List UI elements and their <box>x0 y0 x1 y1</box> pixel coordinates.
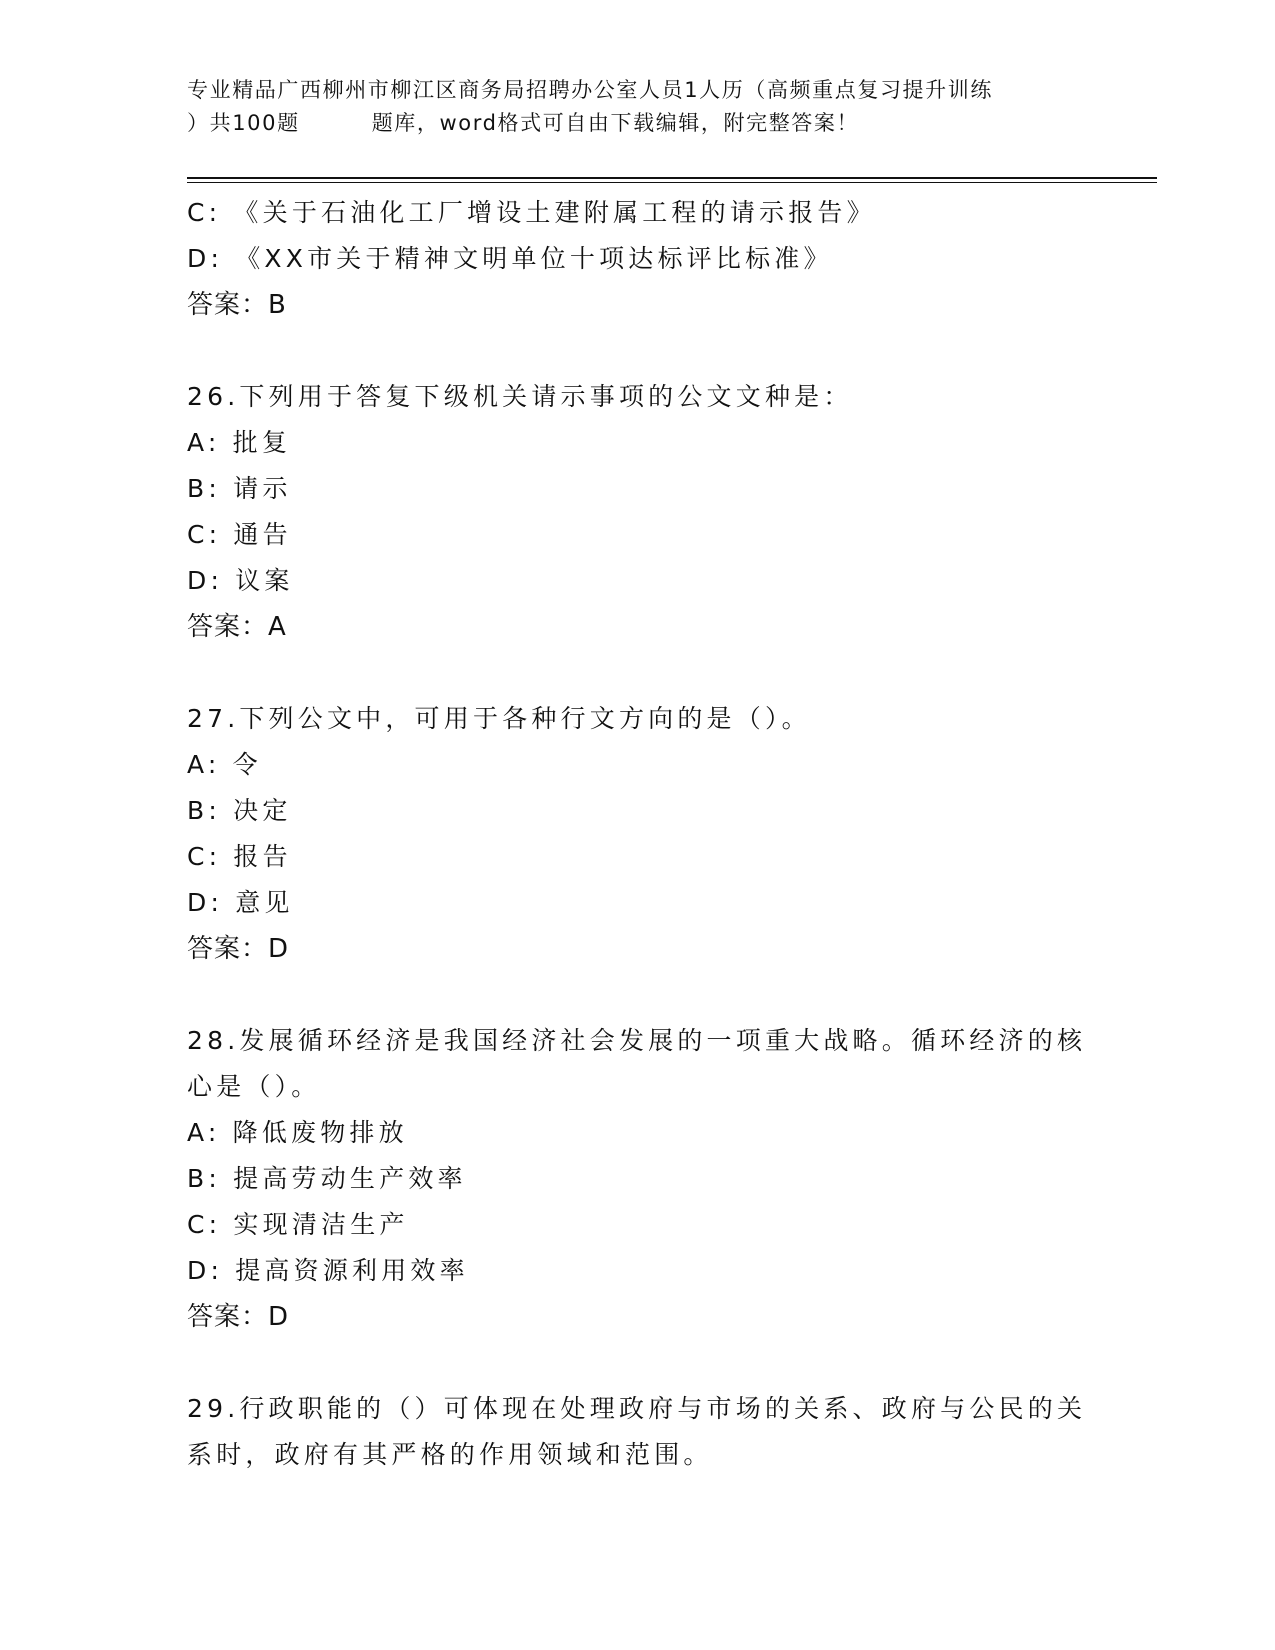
question-28 <box>187 1018 1087 1340</box>
question-29 <box>187 1386 1087 1478</box>
header-line-2-part-2: 题库，word格式可自由下载编辑，附完整答案！ <box>371 111 860 135</box>
option-a: A: 批复 <box>187 428 292 457</box>
option-c: C: 实现清洁生产 <box>187 1210 409 1239</box>
question-27 <box>187 696 1087 972</box>
answer: 答案：D <box>187 934 290 964</box>
question-stem-line-2: 系时，政府有其严格的作用领域和范围。 <box>187 1440 713 1469</box>
option-b: B: 提高劳动生产效率 <box>187 1164 467 1193</box>
option-b: B: 请示 <box>187 474 292 503</box>
header-rule-thick <box>187 177 1157 179</box>
header-line-2-part-1: ）共100题 <box>187 111 300 135</box>
option-c: C: 报告 <box>187 842 292 871</box>
option-d: D: 《XX市关于精神文明单位十项达标评比标准》 <box>187 244 833 273</box>
option-b: B: 决定 <box>187 796 292 825</box>
spacer <box>187 650 1087 696</box>
header-rule-thin <box>187 182 1157 183</box>
answer: 答案：D <box>187 1302 290 1332</box>
question-26 <box>187 374 1087 650</box>
option-d: D: 提高资源利用效率 <box>187 1256 469 1285</box>
document-header <box>187 74 1087 140</box>
question-stem-line-2: 心是（）。 <box>187 1072 321 1101</box>
answer: 答案：B <box>187 290 287 320</box>
option-d: D: 议案 <box>187 566 294 595</box>
answer: 答案：A <box>187 612 287 642</box>
option-c: C: 通告 <box>187 520 292 549</box>
question-stem: 26.下列用于答复下级机关请示事项的公文文种是： <box>187 382 853 411</box>
question-25-tail <box>187 190 1087 328</box>
header-line-1: 专业精品广西柳州市柳江区商务局招聘办公室人员1人历（高频重点复习提升训练 <box>187 78 993 102</box>
question-content <box>187 190 1087 1478</box>
option-d: D: 意见 <box>187 888 294 917</box>
header-line-2 <box>187 107 1087 140</box>
spacer <box>187 328 1087 374</box>
question-stem-line-1: 28.发展循环经济是我国经济社会发展的一项重大战略。循环经济的核 <box>187 1026 1087 1055</box>
spacer <box>187 972 1087 1018</box>
option-c: C: 《关于石油化工厂增设土建附属工程的请示报告》 <box>187 198 876 227</box>
question-stem: 27.下列公文中，可用于各种行文方向的是（）。 <box>187 704 811 733</box>
option-a: A: 令 <box>187 750 262 779</box>
option-a: A: 降低废物排放 <box>187 1118 408 1147</box>
question-stem-line-1: 29.行政职能的（）可体现在处理政府与市场的关系、政府与公民的关 <box>187 1394 1087 1423</box>
spacer <box>187 1340 1087 1386</box>
